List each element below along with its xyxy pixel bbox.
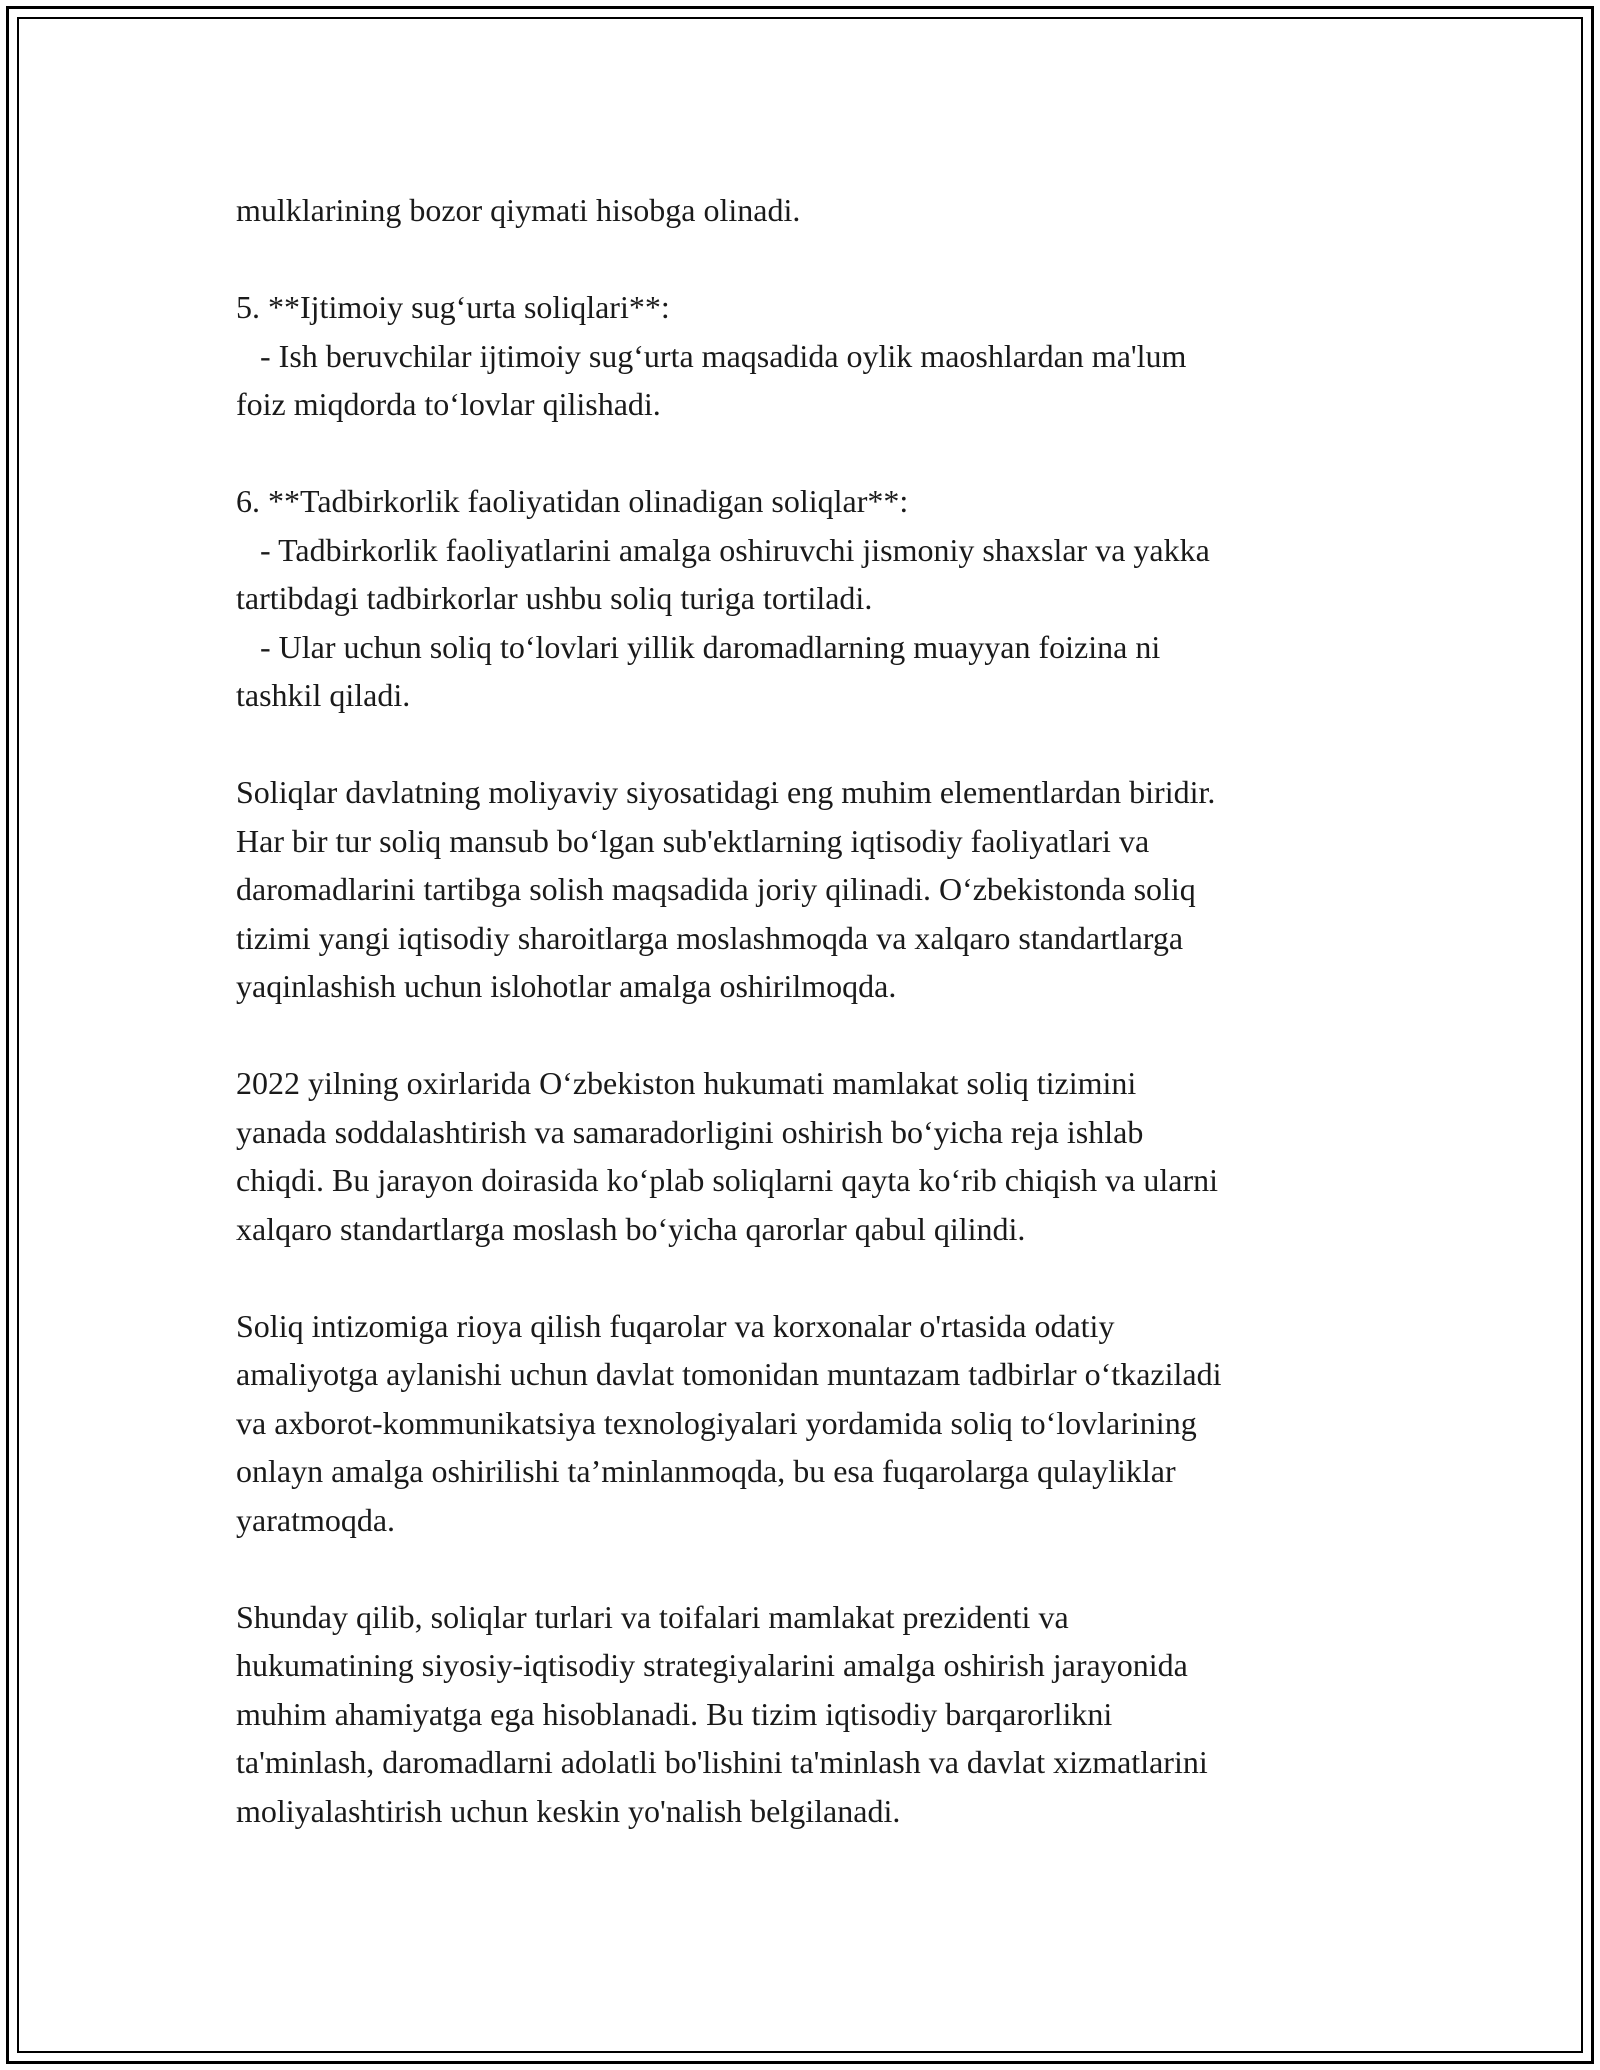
text-line: daromadlarini tartibga solish maqsadida joriy qilinadi. O‘zbekistonda soliq [236, 871, 1196, 907]
text-line: chiqdi. Bu jarayon doirasida ko‘plab soliqlarni qayta ko‘rib chiqish va ularni [236, 1162, 1218, 1198]
text-line: tartibdagi tadbirkorlar ushbu soliq turiga tortiladi. [236, 580, 873, 616]
text-line: yaqinlashish uchun islohotlar amalga oshirilmoqda. [236, 968, 897, 1004]
text-line: mulklarining bozor qiymati hisobga olinadi. [236, 192, 801, 228]
paragraph-conclusion [236, 1593, 1376, 1836]
paragraph-continuation [236, 186, 1376, 235]
text-line: yaratmoqda. [236, 1501, 396, 1538]
text-line: yanada soddalashtirish va samaradorligini oshirish bo‘yicha reja ishlab [236, 1113, 1144, 1150]
paragraph [236, 768, 1376, 1011]
text-line: - Tadbirkorlik faoliyatlarini amalga oshiruvchi jismoniy shaxslar va yakka [236, 531, 1210, 568]
text-line: - Ular uchun soliq to‘lovlari yillik daromadlarning muayyan foizina ni [236, 628, 1161, 665]
paragraph [236, 1302, 1376, 1545]
text-line: tizimi yangi iqtisodiy sharoitlarga moslashmoqda va xalqaro standartlarga [236, 919, 1184, 956]
text-line: - Ish beruvchilar ijtimoiy sug‘urta maqsadida oylik maoshlardan ma'lum [236, 337, 1187, 374]
text-line: xalqaro standartlarga moslash bo‘yicha qarorlar qabul qilindi. [236, 1210, 1026, 1247]
text-line: 6. **Tadbirkorlik faoliyatidan olinadigan soliqlar**: [236, 483, 909, 519]
text-line: Shunday qilib, soliqlar turlari va toifalari mamlakat prezidenti va [236, 1598, 1069, 1635]
list-item-6 [236, 477, 1376, 720]
text-line: muhim ahamiyatga ega hisoblanadi. Bu tizim iqtisodiy barqarorlikni [236, 1695, 1113, 1732]
text-line: amaliyotga aylanishi uchun davlat tomonidan muntazam tadbirlar o‘tkaziladi [236, 1356, 1222, 1392]
text-line: moliyalashtirish uchun keskin yo'nalish belgilanadi. [236, 1792, 901, 1829]
text-line: 5. **Ijtimoiy sug‘urta soliqlari**: [236, 289, 670, 325]
text-line: onlayn amalga oshirilishi ta’minlanmoqda, bu esa fuqarolarga qulayliklar [236, 1453, 1176, 1489]
text-line: Soliq intizomiga rioya qilish fuqarolar va korxonalar o'rtasida odatiy [236, 1307, 1115, 1344]
text-line: va axborot-kommunikatsiya texnologiyalari yordamida soliq to‘lovlarining [236, 1404, 1197, 1441]
list-item-5 [236, 283, 1376, 429]
text-line: ta'minlash, daromadlarni adolatli bo'lishini ta'minlash va davlat xizmatlarini [236, 1744, 1208, 1780]
text-line: Soliqlar davlatning moliyaviy siyosatidagi eng muhim elementlardan biridir. [236, 774, 1216, 810]
document-body [236, 186, 1376, 1884]
paragraph [236, 1059, 1376, 1253]
text-line: Har bir tur soliq mansub bo‘lgan sub'ektlarning iqtisodiy faoliyatlari va [236, 822, 1150, 859]
text-line: 2022 yilning oxirlarida O‘zbekiston hukumati mamlakat soliq tizimini [236, 1065, 1137, 1101]
text-line: hukumatining siyosiy-iqtisodiy strategiyalarini amalga oshirish jarayonida [236, 1647, 1188, 1683]
text-line: foiz miqdorda to‘lovlar qilishadi. [236, 386, 661, 422]
text-line: tashkil qiladi. [236, 677, 411, 713]
